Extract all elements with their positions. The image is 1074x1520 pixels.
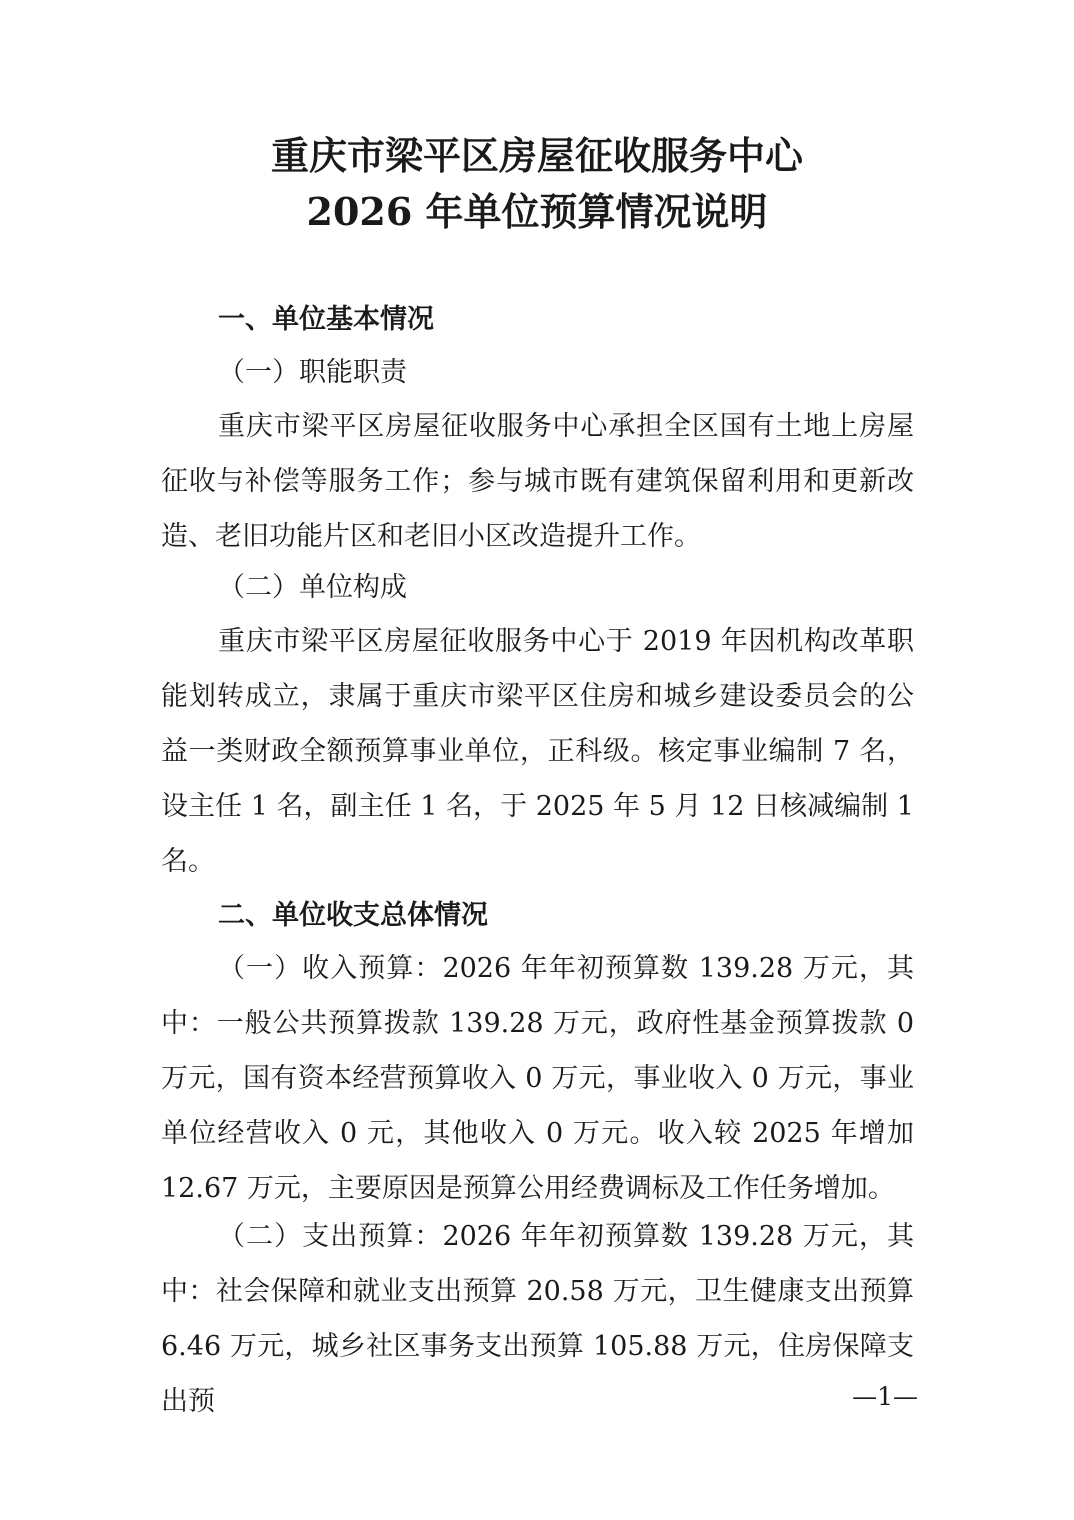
section1-para2: 重庆市梁平区房屋征收服务中心于 2019 年因机构改革职能划转成立，隶属于重庆市梁平区住房和城乡建设委员会的公益一类财政全额预算事业单位，正科级。核定事业编制 7 名，设主任 1 名，副主任 1 名，于 2025 年 5 月 12 日核减编制 1 名。 [161, 626, 914, 877]
section2-para1 [161, 941, 914, 1216]
section2-heading: 二、单位收支总体情况 [218, 900, 488, 931]
page-number: —1— [852, 1382, 918, 1411]
document-title-line2: 2026 年单位预算情况说明 [306, 189, 768, 234]
section1-heading: 一、单位基本情况 [218, 304, 434, 335]
document-title-line1: 重庆市梁平区房屋征收服务中心 [270, 133, 803, 178]
section1-sub1-heading: （一）职能职责 [218, 357, 407, 388]
section2-para2 [161, 1209, 914, 1429]
section1-para1: 重庆市梁平区房屋征收服务中心承担全区国有土地上房屋征收与补偿等服务工作；参与城市既有建筑保留利用和更新改造、老旧功能片区和老旧小区改造提升工作。 [161, 411, 914, 552]
section2-para2-body: 2026 年年初预算数 139.28 万元，其中：社会保障和就业支出预算 20.58 万元，卫生健康支出预算 6.46 万元，城乡社区事务支出预算 105.88 万元，住房保障支出预 [161, 1221, 915, 1417]
section2-para1-body: 2026 年年初预算数 139.28 万元，其中：一般公共预算拨款 139.28 万元，政府性基金预算拨款 0 万元，国有资本经营预算收入 0 万元，事业收入 0 万元，事业单位经营收入 0 元，其他收入 0 万元。收入较 2025 年增加 12.67 万元，主要原因是预算公用经费调标及工作任务增加。 [161, 953, 915, 1204]
section2-para1-lead: （一）收入预算： [218, 953, 443, 984]
section1-sub2-heading: （二）单位构成 [218, 572, 407, 603]
section2-para2-lead: （二）支出预算： [218, 1221, 443, 1252]
